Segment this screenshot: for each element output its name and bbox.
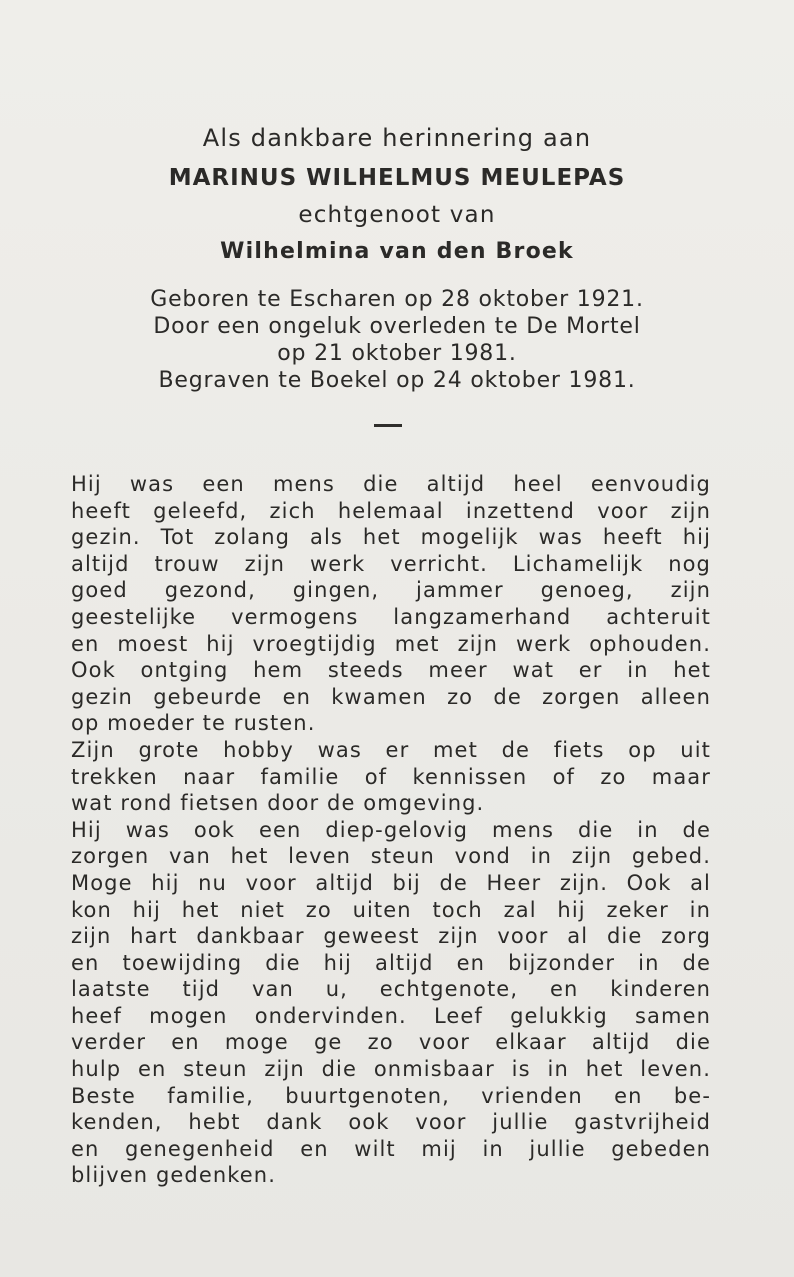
death-line: Door een ongeluk overleden te De Mortel: [153, 314, 641, 339]
paragraph-hobby: [71, 737, 711, 817]
text-line: zijn hart dankbaar geweest zijn voor al die zorg: [71, 924, 711, 949]
body-text: [71, 471, 711, 1189]
text-line: zorgen van het leven steun vond in zijn gebed.: [71, 844, 711, 869]
card-header: [0, 120, 794, 394]
text-line: Moge hij nu voor altijd bij de Heer zijn. Ook al: [71, 870, 711, 895]
text-line: heef mogen ondervinden. Leef gelukkig samen: [71, 1003, 711, 1028]
text-line: blijven gedenken.: [71, 1163, 276, 1188]
text-line: Hij was een mens die altijd heel eenvoudig: [71, 472, 711, 496]
text-line: Hij was ook een diep-gelovig mens die in de: [71, 817, 711, 842]
relation-line: echtgenoot van: [298, 202, 496, 228]
text-line: laatste tijd van u, echtgenote, en kinderen: [71, 977, 711, 1002]
text-line: en moest hij vroegtijdig met zijn werk ophouden.: [71, 631, 711, 656]
text-line: heeft geleefd, zich helemaal inzettend voor zijn: [71, 498, 711, 523]
intro-line: Als dankbare herinnering aan: [202, 124, 592, 152]
birth-line: Geboren te Escharen op 28 oktober 1921.: [150, 287, 644, 312]
section-divider: [374, 424, 402, 427]
death-date-line: op 21 oktober 1981.: [277, 341, 517, 366]
life-details: [0, 286, 794, 394]
text-line: op moeder te rusten.: [71, 711, 316, 736]
text-line: Zijn grote hobby was er met de fiets op uit: [71, 737, 711, 762]
burial-line: Begraven te Boekel op 24 oktober 1981.: [158, 368, 636, 393]
text-line: gezin. Tot zolang als het mogelijk was heeft hij: [71, 525, 711, 550]
text-line: altijd trouw zijn werk verricht. Lichamelijk nog: [71, 551, 711, 576]
spouse-name: Wilhelmina van den Broek: [220, 239, 574, 264]
text-line: Beste familie, buurtgenoten, vrienden en be-: [71, 1083, 711, 1108]
text-line: gezin gebeurde en kwamen zo de zorgen alleen: [71, 684, 711, 709]
text-line: kon hij het niet zo uiten toch zal hij zeker in: [71, 897, 711, 922]
text-line: trekken naar familie of kennissen of zo maar: [71, 764, 711, 789]
deceased-name: MARINUS WILHELMUS MEULEPAS: [168, 165, 626, 191]
text-line: hulp en steun zijn die onmisbaar is in het leven.: [71, 1057, 711, 1082]
text-line: kenden, hebt dank ook voor jullie gastvrijheid: [71, 1110, 711, 1135]
text-line: en genegenheid en wilt mij in jullie gebeden: [71, 1136, 711, 1161]
text-line: geestelijke vermogens langzamerhand achteruit: [71, 604, 711, 629]
text-line: verder en moge ge zo voor elkaar altijd die: [71, 1030, 711, 1055]
text-line: Ook ontging hem steeds meer wat er in het: [71, 658, 711, 683]
text-line: en toewijding die hij altijd en bijzonder in de: [71, 950, 711, 975]
text-line: wat rond fietsen door de omgeving.: [71, 791, 485, 816]
paragraph-faith: [71, 817, 711, 1189]
text-line: goed gezond, gingen, jammer genoeg, zijn: [71, 578, 711, 603]
paragraph-life: [71, 471, 711, 737]
